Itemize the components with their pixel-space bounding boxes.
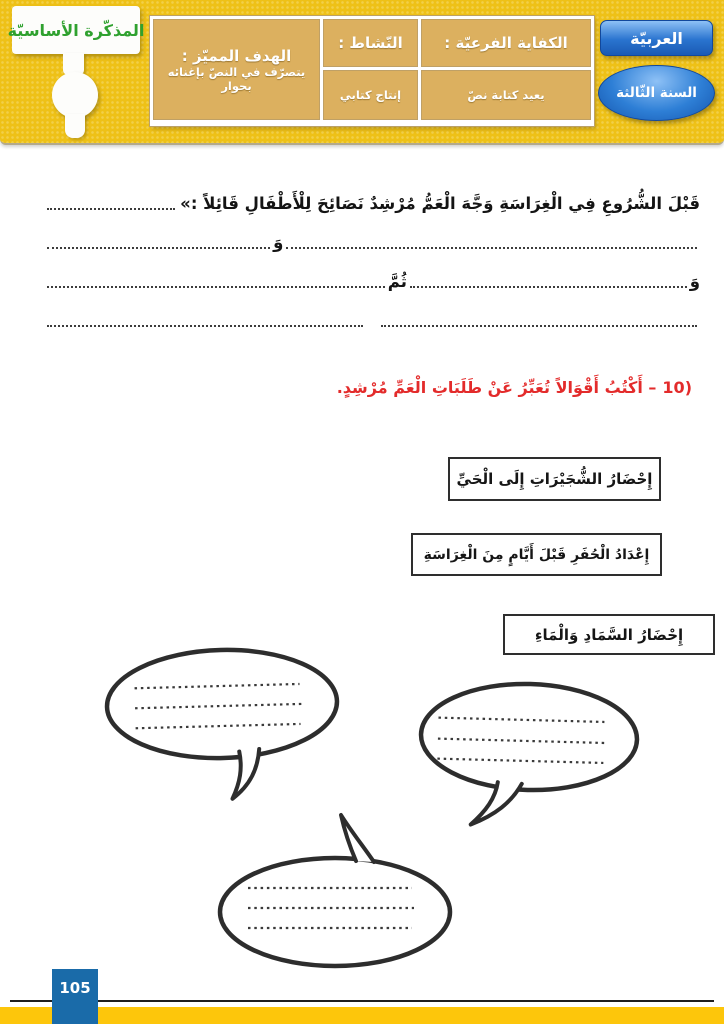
- competency-title: الكفاية الفرعيّة :: [444, 34, 568, 52]
- memo-badge-label: المذكّرة الأساسيّة: [7, 20, 145, 40]
- objective-value-1: يتصرّف في النصّ بإغنائه: [167, 64, 306, 79]
- page-number-badge: [52, 969, 98, 1024]
- activity-title: النّشاط :: [338, 34, 403, 52]
- prompt-box-2-text: إِعْدَادُ الْحُفَرِ قَبْلَ أَيَّامٍ مِنَ الْغِرَاسَةِ: [423, 546, 650, 563]
- objective-title: الهدف المميّز :: [181, 46, 292, 65]
- activity-value: إنتاج كتابي: [339, 88, 402, 102]
- bubble-3-tail: [341, 815, 374, 862]
- objective-value-2: بحوار: [221, 78, 252, 93]
- connector-and: وَ: [689, 272, 700, 291]
- bubble-2-tail: [471, 782, 522, 826]
- footer-yellow-bar: [0, 1007, 724, 1024]
- grade-badge-label: السنة الثّالثة: [616, 85, 697, 101]
- competency-value: يعيد كتابة نصّ: [467, 88, 545, 102]
- page-number: 105: [59, 979, 91, 997]
- footer-rule: [10, 1000, 714, 1002]
- speech-bubble-1: [106, 647, 340, 802]
- opening-quote: «: [180, 194, 191, 213]
- connector-and: وَ: [273, 233, 284, 252]
- intro-sentence: قَبْلَ الشُّرُوعِ فِي الْغِرَاسَةِ وَجَّهَ الْعَمُّ مُرْشِدٌ نَصَائِحَ لِلْأَطْفَالِ قَائِلاً :: [190, 194, 700, 213]
- prompt-box-1-text: إِحْضَارُ الشُّجَيْرَاتِ إِلَى الْحَيِّ: [456, 470, 653, 488]
- speech-bubble-3: [220, 815, 450, 966]
- speech-bubble-2: [419, 681, 639, 829]
- subject-badge-label: العربيّة: [630, 28, 683, 48]
- question-text: – أَكْتُبُ أَقْوَالاً تُعَبِّرُ عَنْ طَلَبَاتِ الْعَمِّ مُرْشِدٍ.: [336, 378, 657, 397]
- prompt-box-3-text: إِحْضَارُ السَّمَادِ وَالْمَاءِ: [534, 625, 684, 644]
- question-number: 10): [662, 378, 692, 397]
- connector-then: ثُمَّ: [387, 272, 407, 291]
